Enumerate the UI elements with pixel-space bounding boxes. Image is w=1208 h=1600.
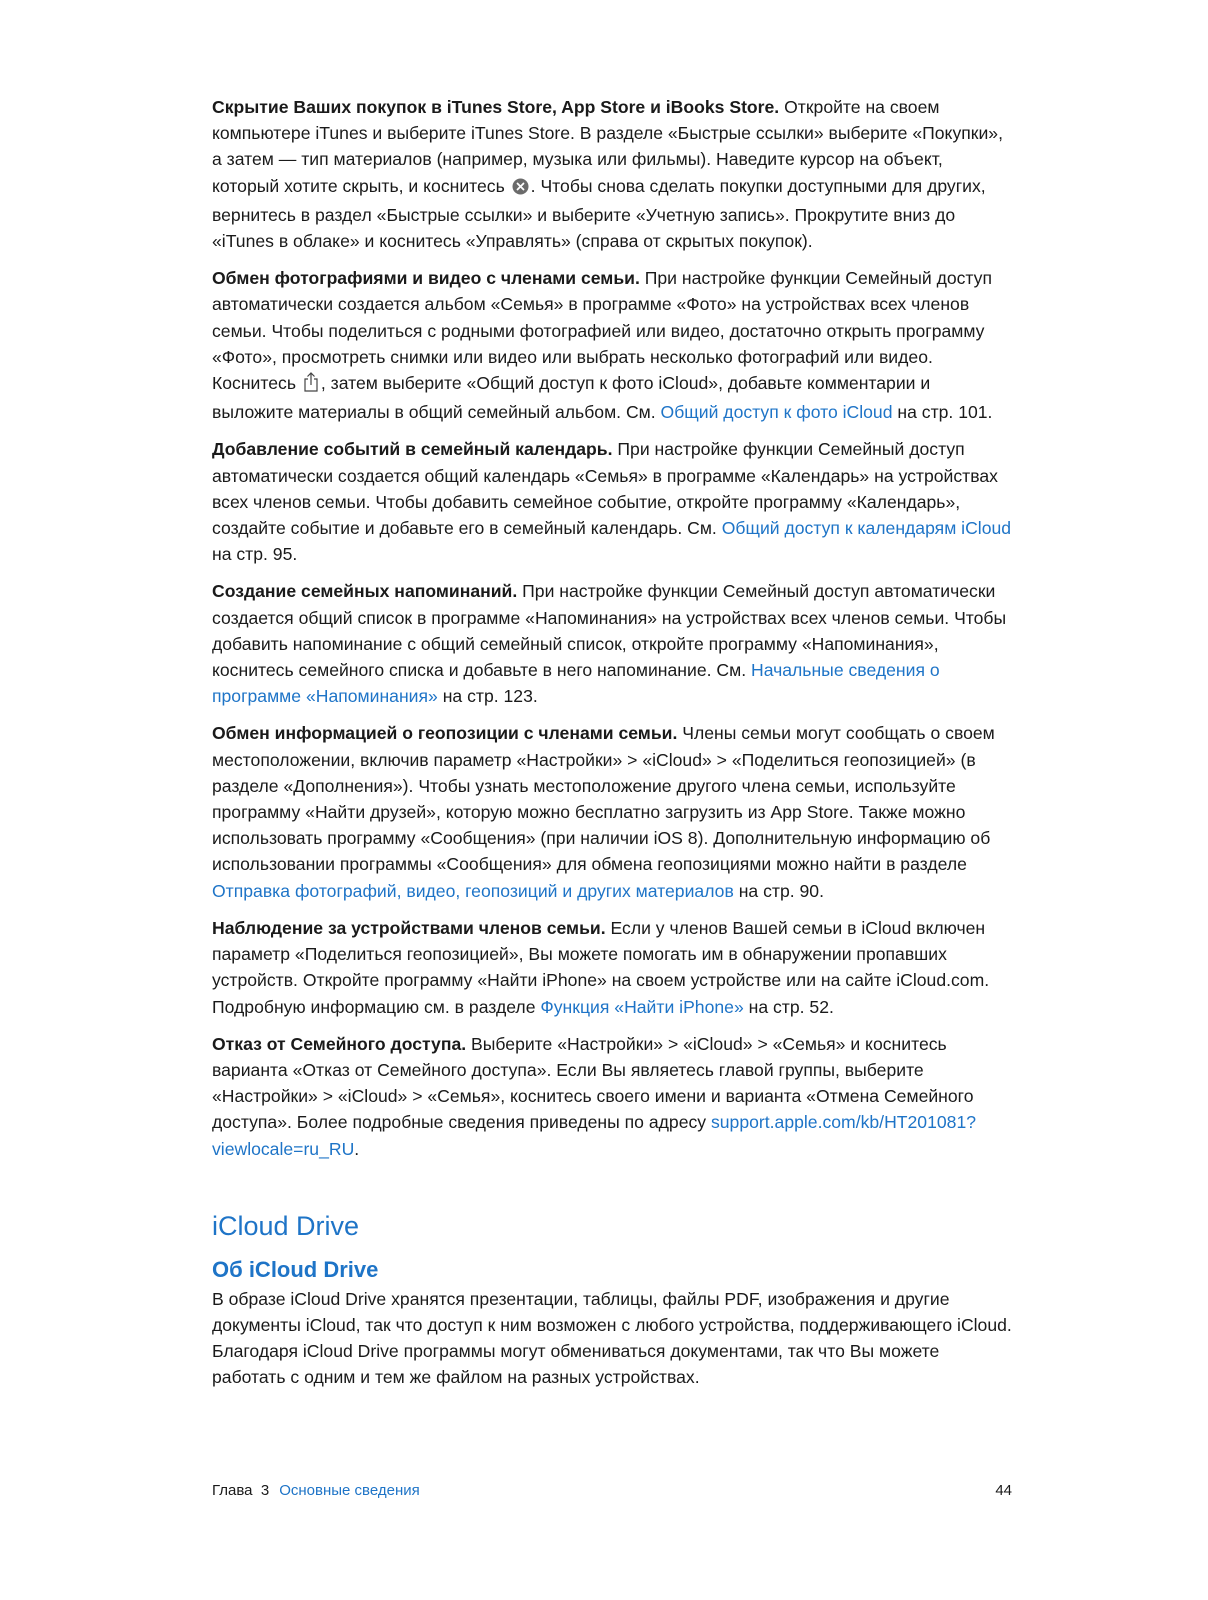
section-title: iCloud Drive — [212, 1210, 360, 1241]
share-icon — [303, 372, 319, 399]
paragraph-text: . Чтобы снова сделать покупки доступными для других, вернитесь в раздел «Быстрые ссылки» и выберите «Учетную запись». Прокрутите вниз до «iTunes в облаке» и коснитесь «Управлять» (справа от скрытых покупок). — [212, 175, 986, 252]
paragraph-text: на стр. 123. — [437, 686, 538, 707]
paragraph-hide-purchases — [212, 94, 1012, 254]
paragraph-lead: Добавление событий в семейный календарь. — [212, 439, 613, 460]
paragraph-find-devices — [212, 915, 1012, 1020]
section-body: В образе iCloud Drive хранятся презентации, таблицы, файлы PDF, изображения и другие документы iCloud, так что доступ к ним возможен с любого устройства, поддерживающего iCloud. Благодаря iCloud Drive программы могут обмениваться документами, так что Вы можете работать с одним и тем же файлом на разных устройствах. — [212, 1288, 1012, 1388]
subsection-title: Об iCloud Drive — [212, 1256, 379, 1282]
page-content — [212, 94, 1012, 1402]
close-circle-icon — [512, 176, 529, 202]
paragraph-text: на стр. 90. — [733, 880, 824, 901]
paragraph-text: на стр. 52. — [743, 996, 834, 1017]
paragraph-lead: Обмен информацией о геопозиции с членами семьи. — [212, 723, 678, 744]
paragraph-lead: Отказ от Семейного доступа. — [212, 1033, 467, 1054]
page-footer — [212, 1482, 1012, 1499]
paragraph-text: При настройке функции Семейный доступ автоматически создается общий календарь «Семья» в программе «Календарь» на устройствах всех членов семьи. Чтобы добавить семейное событие, откройте программу «Календарь», создайте событие и добавьте его в семейный календарь. См. — [212, 439, 998, 539]
paragraph-text: Члены семьи могут сообщать о своем местоположении, включив параметр «Настройки» > «iCloud» > «Поделиться геопозицией» (в разделе «Дополнения»). Чтобы узнать местоположение другого члена семьи, используйте программу «Найти друзей», которую можно бесплатно загрузить из App Store. Также можно использовать программу «Сообщения» (при наличии iOS 8). Дополнительную информацию об использовании программы «Сообщения» для обмена геопозициями можно найти в разделе — [212, 723, 995, 875]
paragraph-text: При настройке функции Семейный доступ автоматически создается альбом «Семья» в программе «Фото» на устройствах всех членов семьи. Чтобы поделиться с родными фотографией или видео, достаточно открыть программу «Фото», просмотреть снимки или видео или выбрать несколько фотографий или видео. Коснитесь — [212, 268, 993, 394]
paragraph-text: , затем выберите «Общий доступ к фото iCloud», добавьте комментарии и выложите материалы в общий семейный альбом. См. — [212, 373, 931, 423]
link-icloud-photo-sharing[interactable]: Общий доступ к фото iCloud — [660, 402, 893, 423]
footer-chapter: Глава 3 — [212, 1482, 270, 1499]
paragraph-text: Выберите «Настройки» > «iCloud» > «Семья» и коснитесь варианта «Отказ от Семейного доступа». Если Вы являетесь главой группы, выберите «Настройки» > «iCloud» > «Семья», коснитесь своего имени и варианта «Отмена Семейного доступа». Более подробные сведения приведены по адресу — [212, 1033, 974, 1133]
link-find-iphone[interactable]: Функция «Найти iPhone» — [540, 996, 744, 1017]
paragraph-text: При настройке функции Семейный доступ автоматически создается общий список в программе «Напоминания» на устройствах всех членов семьи. Чтобы добавить напоминание с общий семейный список, откройте программу «Напоминания», коснитесь семейного списка и добавьте в него напоминание. См. — [212, 581, 1007, 681]
link-icloud-calendars[interactable]: Общий доступ к календарям iCloud — [721, 518, 1012, 539]
link-reminders-intro[interactable]: Начальные сведения о программе «Напоминания» — [212, 660, 940, 707]
paragraph-lead: Создание семейных напоминаний. — [212, 581, 518, 602]
paragraph-family-reminders — [212, 578, 1012, 709]
paragraph-text: Откройте на своем компьютере iTunes и выберите iTunes Store. В разделе «Быстрые ссылки» выберите «Покупки», а затем — тип материалов (например, музыка или фильмы). Наведите курсор на объект, который хотите скрыть, и коснитесь — [212, 97, 1003, 196]
footer-chapter-title[interactable]: Основные сведения — [279, 1482, 420, 1499]
link-support-url[interactable]: support.apple.com/kb/HT201081?viewlocale=ru_RU — [212, 1112, 977, 1159]
paragraph-lead: Обмен фотографиями и видео с членами семьи. — [212, 268, 640, 289]
paragraph-lead: Наблюдение за устройствами членов семьи. — [212, 917, 606, 938]
paragraph-text: на стр. 101. — [892, 402, 993, 423]
paragraph-text: на стр. 95. — [212, 544, 298, 565]
paragraph-lead: Скрытие Ваших покупок в iTunes Store, App Store и iBooks Store. — [212, 97, 780, 117]
paragraph-family-calendar — [212, 436, 1012, 567]
paragraph-share-photos — [212, 265, 1012, 425]
paragraph-share-location — [212, 720, 1012, 903]
paragraph-text: Если у членов Вашей семьи в iCloud включен параметр «Поделиться геопозицией», Вы можете помогать им в обнаружении пропавших устройств. Откройте программу «Найти iPhone» на своем устройстве или на сайте iCloud.com. Подробную информацию см. в разделе — [212, 917, 990, 1017]
page-number: 44 — [995, 1482, 1012, 1499]
paragraph-leave-family-sharing — [212, 1031, 1012, 1162]
paragraph-text: . — [354, 1138, 360, 1159]
link-send-photos-locations[interactable]: Отправка фотографий, видео, геопозиций и других материалов — [212, 880, 734, 901]
